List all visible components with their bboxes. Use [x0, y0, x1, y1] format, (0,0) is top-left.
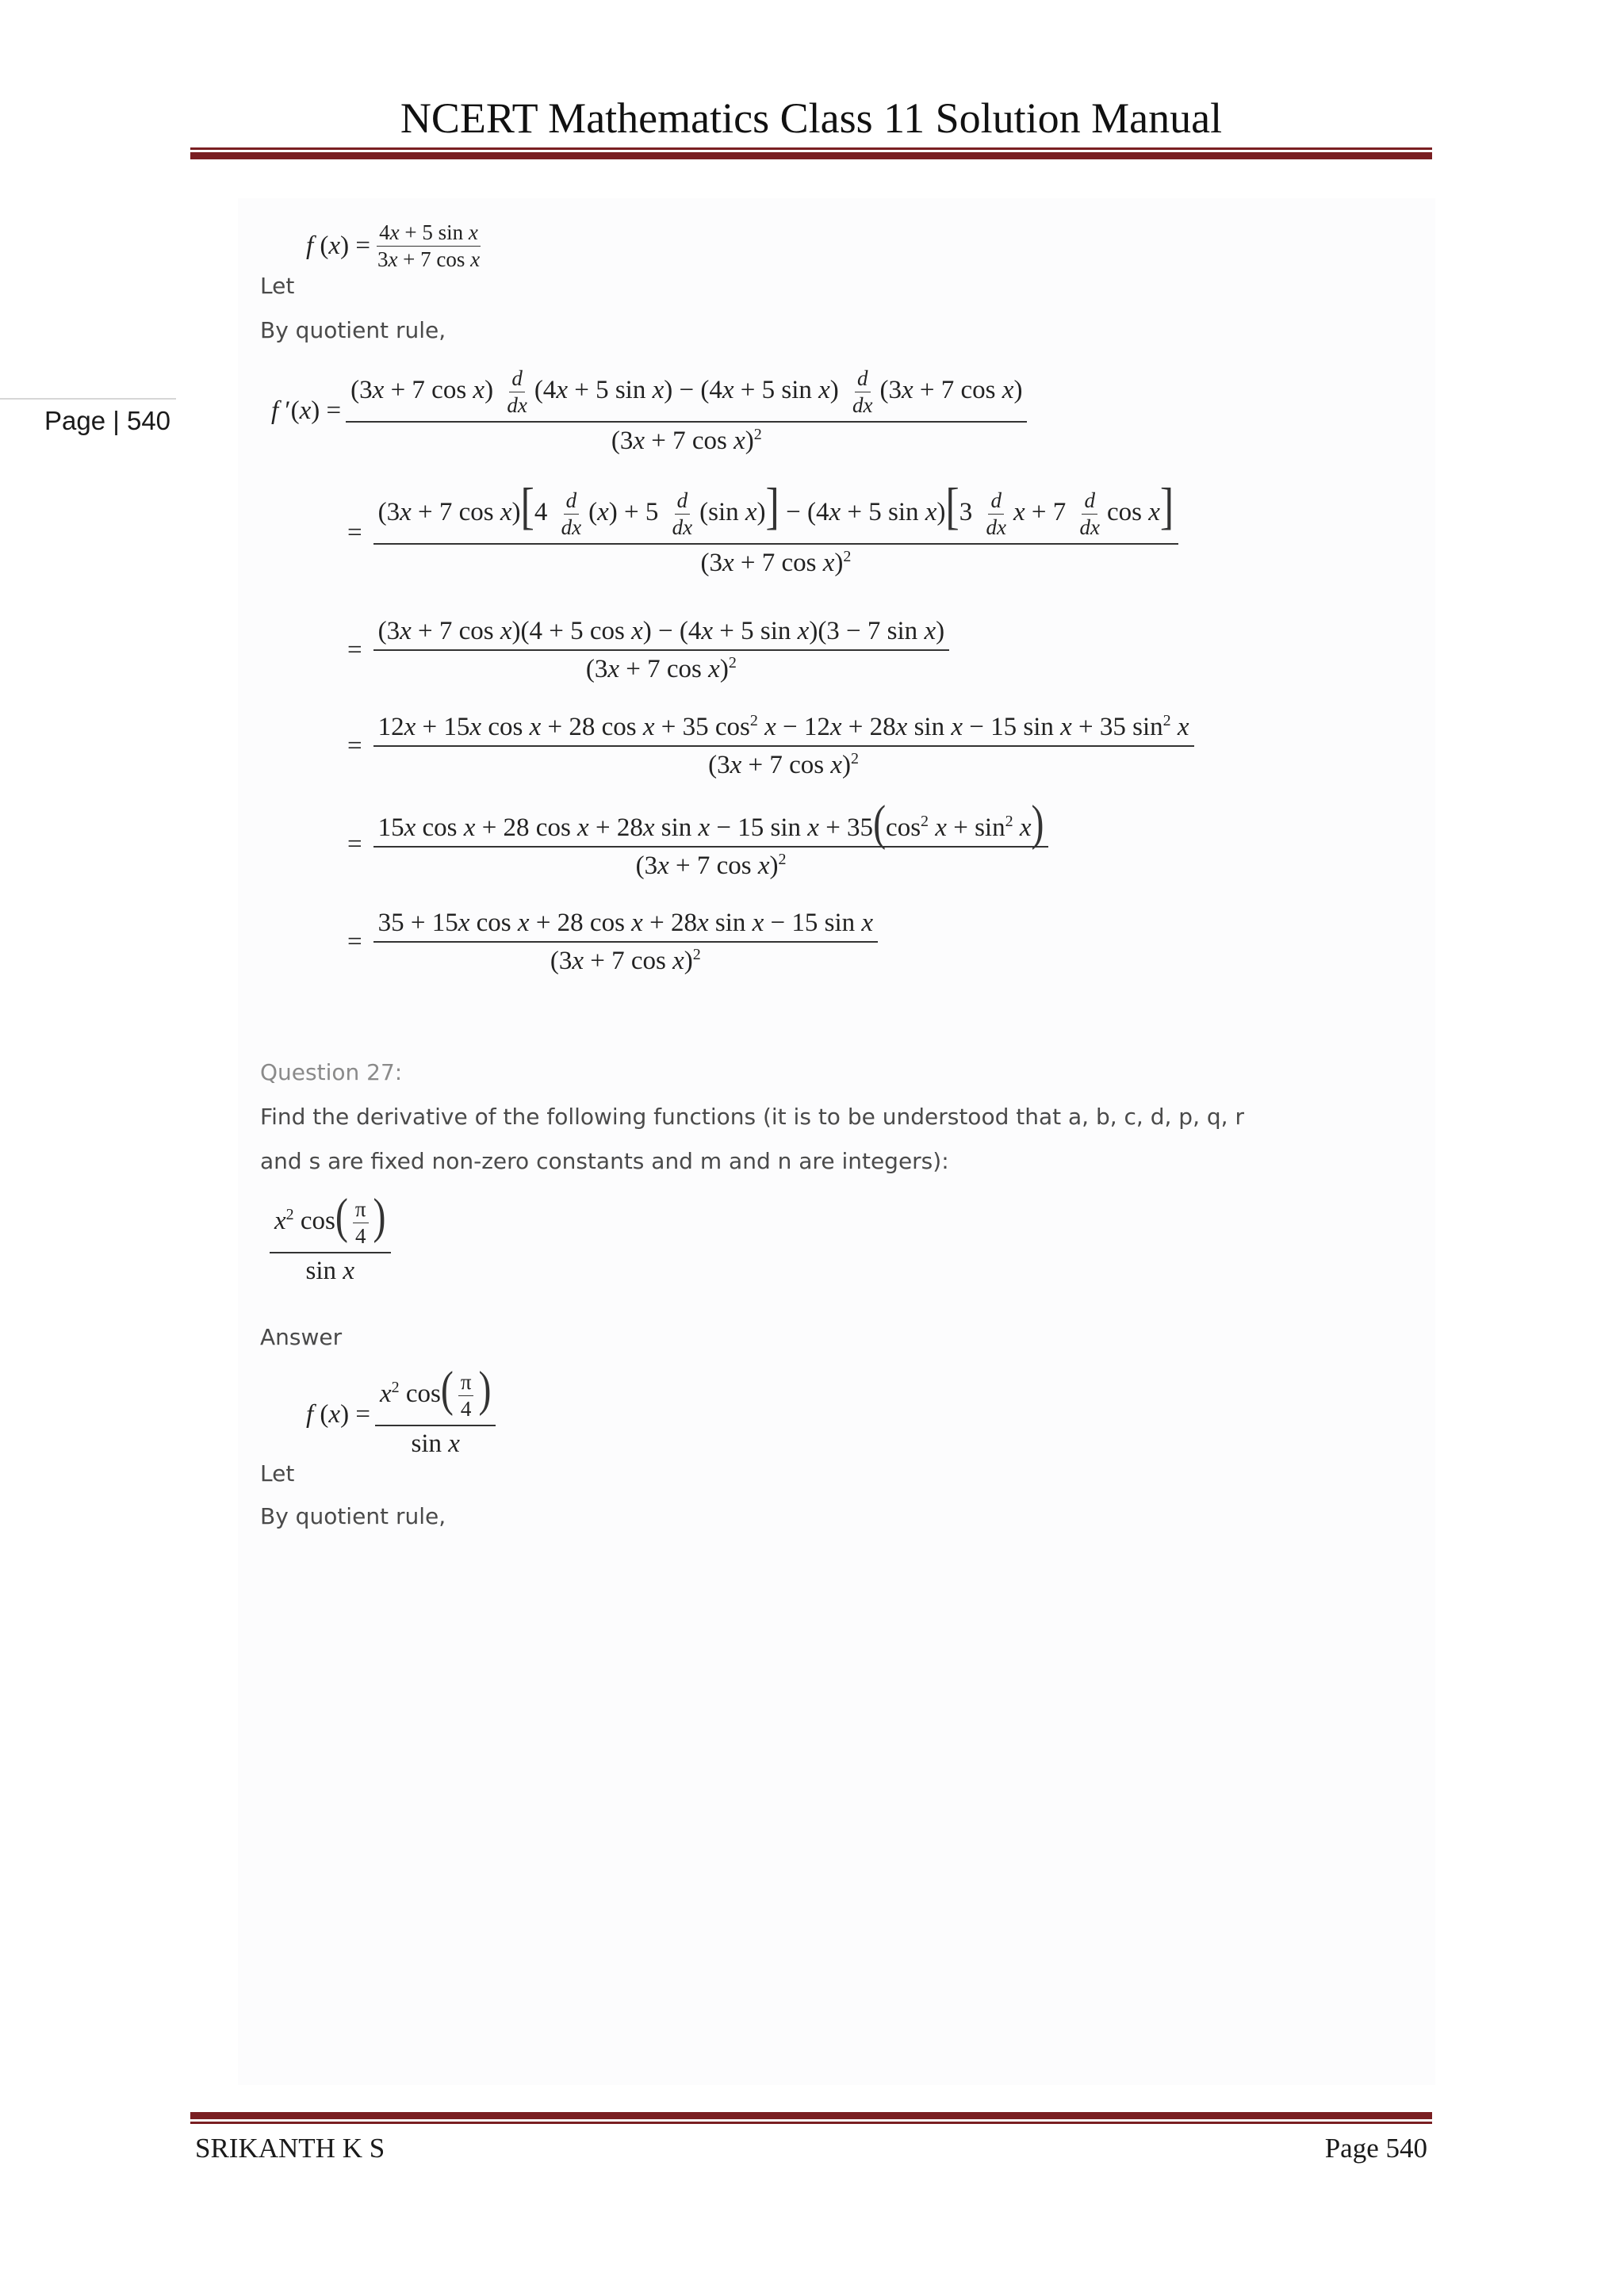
quotient-rule-label: By quotient rule,	[260, 317, 446, 343]
q27-f-definition: f (x) = $x^2$ cos( $\frac{\pi}{4}$ ) sin x	[306, 1370, 500, 1459]
derivative-step-5: = 15x cos x + 28 cos x + 28x sin x − 15 $\sin x + 35(\cos^2$ $x + \sin^2 x$) (3x + 7 cos x)$^2$	[341, 809, 1053, 881]
margin-page-label: Page | 540	[44, 406, 171, 435]
footer-rule-bottom	[190, 2122, 1432, 2124]
footer-rule-top	[190, 2112, 1432, 2119]
derivative-step-2: = (3x + 7 cos x)[4 $\frac{d}{dx}$ (x) + 5 $\frac{d}{dx}$ (sin x)] − (4x + 5 sin x)[3 $\frac{d}{dx}$ x + 7 $\frac{d}{dx}$ cos x] (3x + 7 cos x)$^2$	[341, 488, 1183, 578]
let-label: Let	[260, 273, 295, 299]
header-rule-bottom	[190, 152, 1432, 159]
footer-author: SRIKANTH K S	[195, 2133, 385, 2164]
answer-label: Answer	[260, 1324, 343, 1350]
quotient-rule-label-2: By quotient rule,	[260, 1503, 446, 1529]
question-heading: Question 27:	[260, 1059, 403, 1085]
margin-divider	[0, 398, 176, 400]
derivative-step-1: f ′(x) = (3x + 7 cos x) $\frac{d}{dx}$ (4x + 5 sin x) − (4x + 5 sin x) $\frac{d}{dx}$ (3x + 7 cos x) (3x + 7 cos x)$^2$	[271, 366, 1032, 456]
let-label-2: Let	[260, 1460, 295, 1487]
f-definition: f (x) = $\frac{\text{4x + 5 sin x}}{\text{3x + 7 cos x}}$	[306, 220, 481, 271]
question-text-line-2: and s are fixed non-zero constants and m and n are integers):	[260, 1148, 949, 1174]
page-header-title: NCERT Mathematics Class 11 Solution Manual	[400, 94, 1223, 142]
scanned-content-area	[238, 198, 1435, 2085]
derivative-step-6: = $\frac{\text{35 + 15x cos x + 28 cos x + 28x sin x − 15 sin x}}{(3x + 7 \cos x)^2}$	[341, 909, 883, 976]
footer-page-number: Page 540	[1324, 2133, 1427, 2164]
derivative-step-4: = 12x + 15x cos x + 28 cos x + 35 $\cos^2 x - 12x + 28x$ sin x − 15 sin x + 35 $\sin^2 x$ (3x + 7 cos x)$^2$	[341, 712, 1199, 780]
question-text-line-1: Find the derivative of the following functions (it is to be understood that a, b, c, d, p, q, r	[260, 1104, 1244, 1130]
header-rule-top	[190, 147, 1432, 150]
derivative-step-3: = $\frac{\text{(3x + 7 cos x)(4 + 5 cos x) − (4x + 5 sin x)(3 − 7 sin x)}}{(3x + 7 \cos x)^2}$	[341, 617, 954, 684]
question-27-expression: $x^2$ cos( $\frac{\pi}{4}$ ) sin x	[265, 1197, 396, 1286]
